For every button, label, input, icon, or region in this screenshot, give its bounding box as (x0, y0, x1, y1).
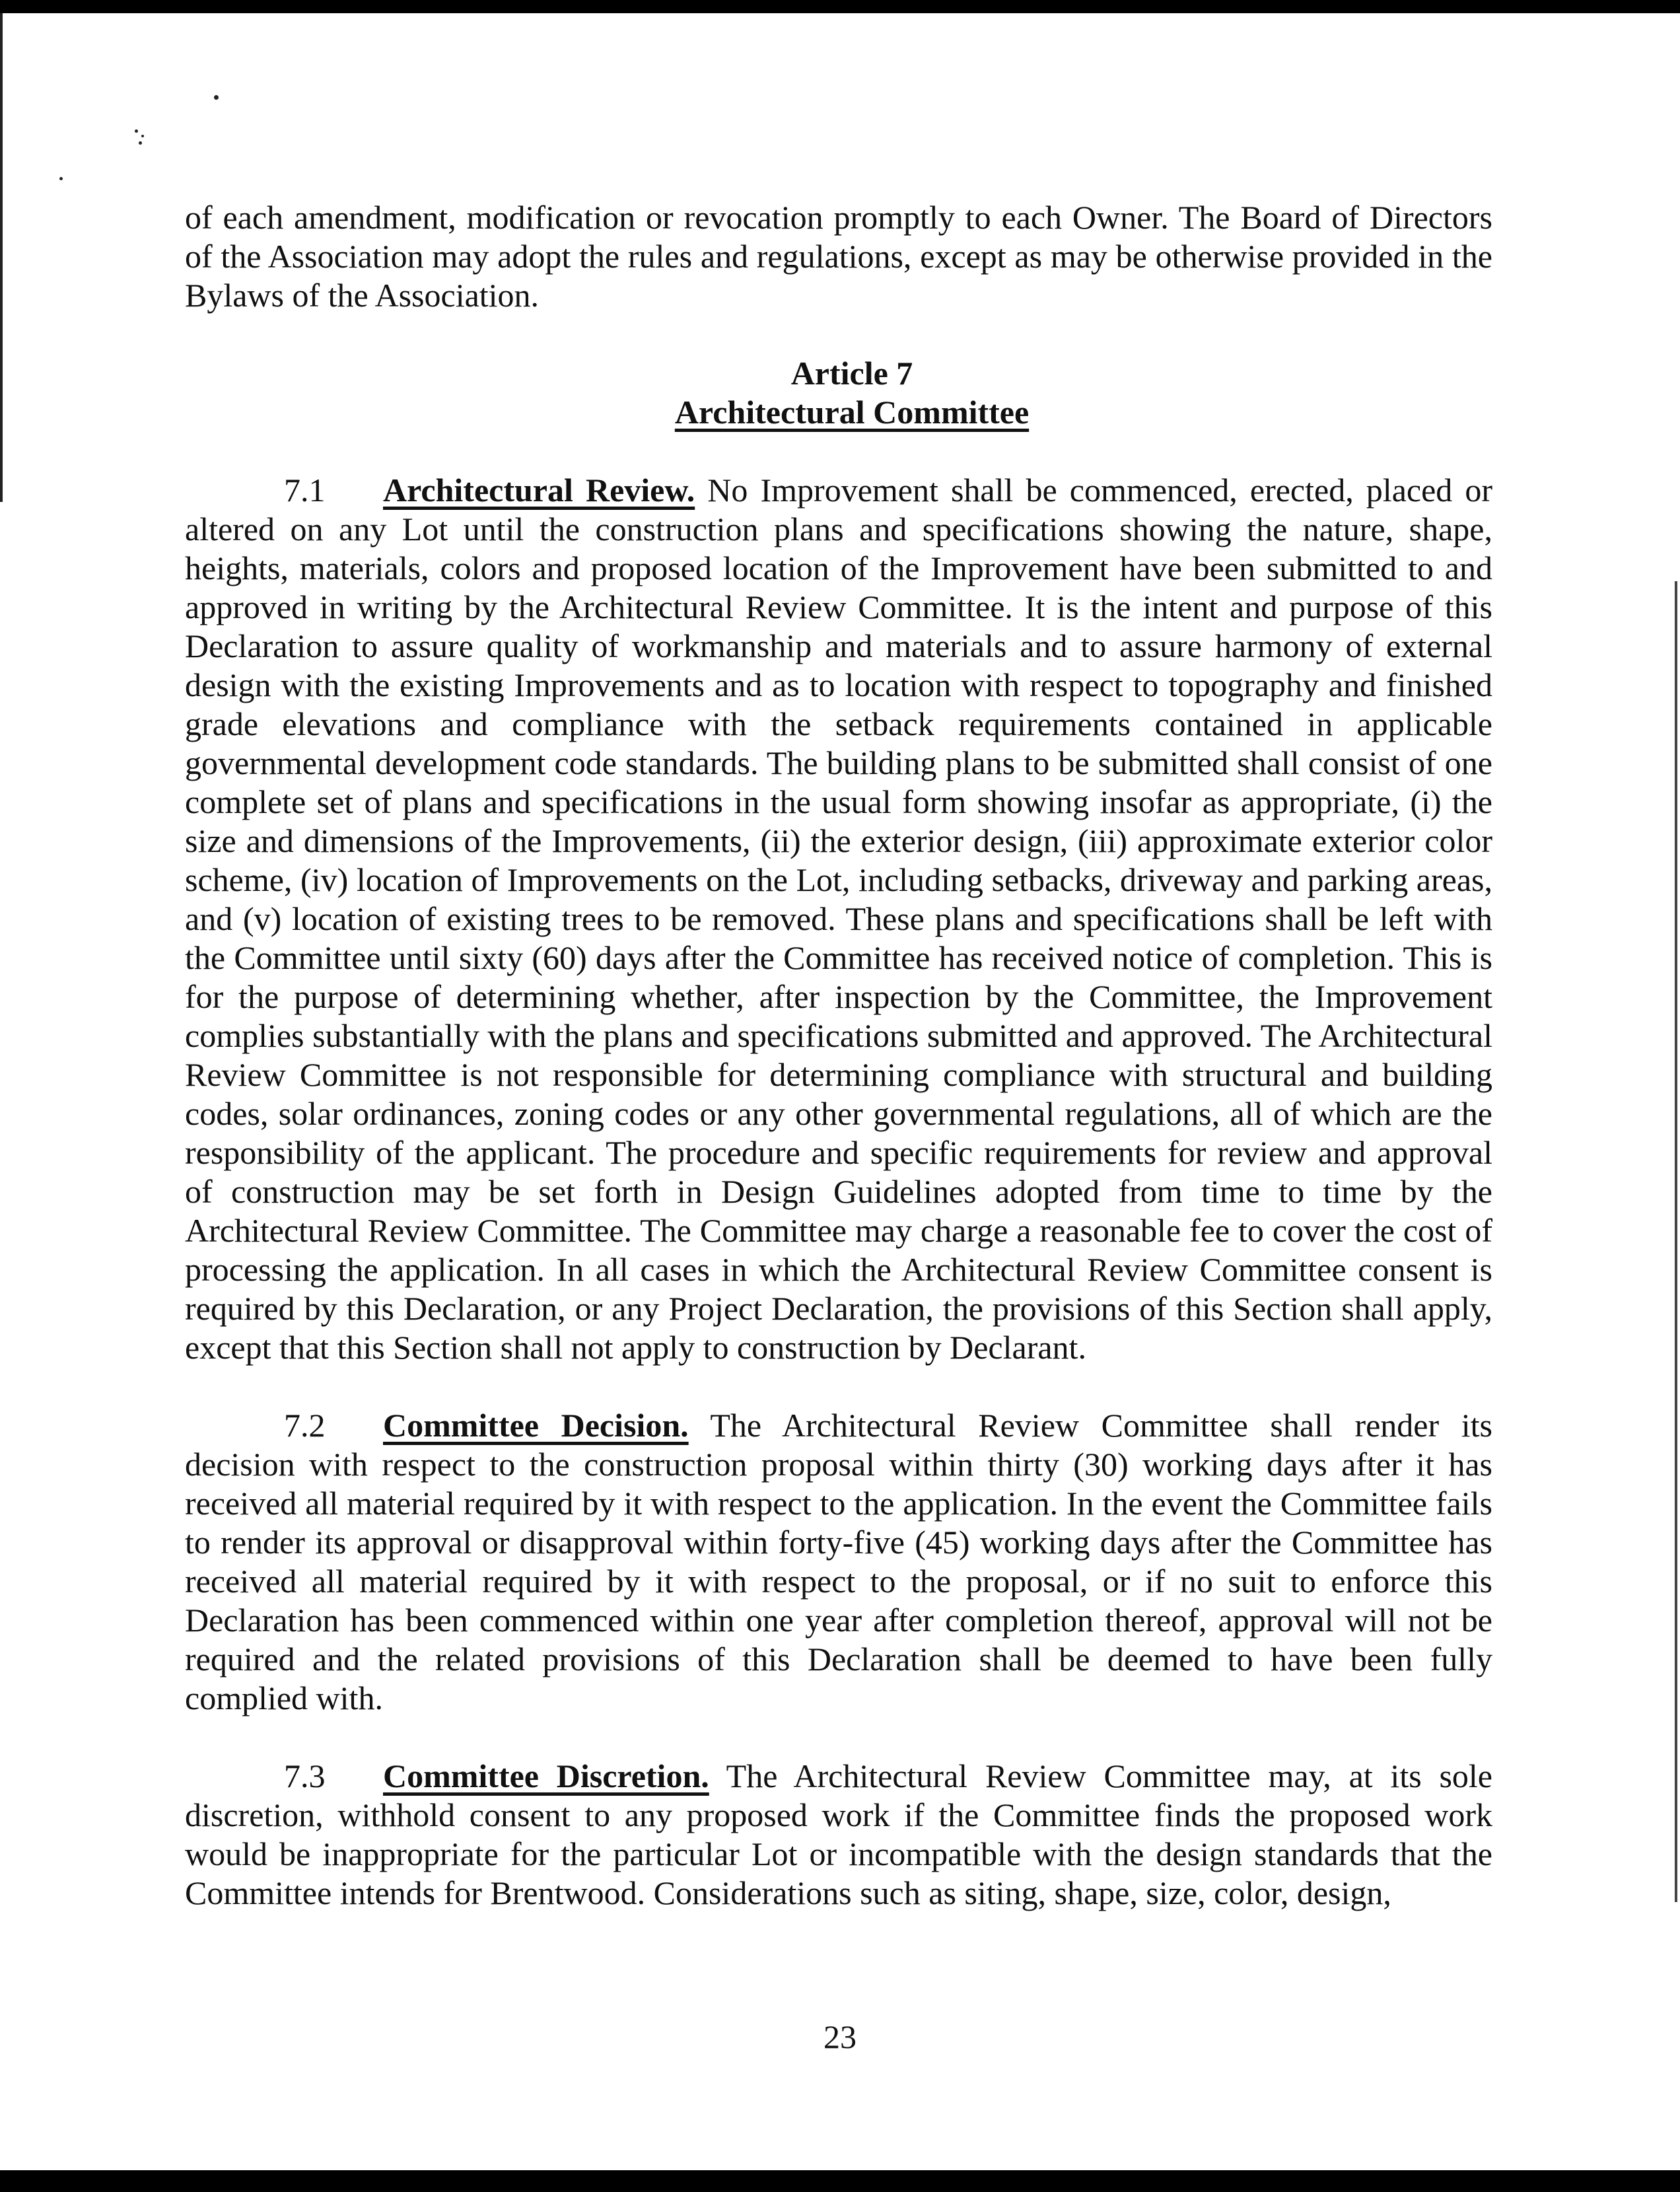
section-body: The Architectural Review Committee may, at its sole discretion, withhold consent to any proposed work if the Committee finds the proposed work would be inappropriate for the particular Lot or incompatible with the design standards that the Committee intends for Brentwood. Considerations such as siting, shape, size, color, design, (185, 1757, 1493, 1911)
section-7-2 (185, 1406, 1492, 1718)
scan-border-top (0, 0, 1680, 13)
section-number: 7.2 (284, 1407, 326, 1444)
scan-speck (139, 141, 142, 145)
section-number: 7.3 (284, 1757, 326, 1794)
intro-paragraph: of each amendment, modification or revocation promptly to each Owner. The Board of Directors of the Association may adopt the rules and regulations, except as may be otherwise provided in the Bylaws of the Association. (185, 199, 1492, 314)
section-7-3 (185, 1757, 1492, 1913)
section-title: Architectural Review. (383, 472, 695, 509)
section-title: Committee Decision. (383, 1407, 689, 1444)
scan-border-bottom (0, 2170, 1680, 2192)
scan-edge-left (0, 13, 3, 502)
article-number: Article 7 (790, 355, 913, 392)
scan-speck (59, 177, 63, 180)
scan-speck (214, 95, 219, 100)
section-body: The Architectural Review Committee shall render its decision with respect to the construction proposal within thirty (30) working days after it has received all material required by it with respect to the application. In the event the Committee fails to render its approval or disapproval within forty-five (45) working days after the Committee has received all material required by it with respect to the proposal, or if no suit to enforce this Declaration has been commenced within one year after completion thereof, approval will not be required and the related provisions of this Declaration shall be deemed to have been fully complied with. (185, 1407, 1492, 1716)
scan-speck (141, 135, 144, 137)
section-body: No Improvement shall be commenced, erected, placed or altered on any Lot until the construction plans and specifications showing the nature, shape, heights, materials, colors and proposed location of the Improvement have been submitted to and approved in writing by the Architectural Review Committee. It is the intent and purpose of this Declaration to assure quality of workmanship and materials and to assure harmony of external design with the existing Improvements and as to location with respect to topography and finished grade elevations and compliance with the setback requirements contained in applicable governmental development code standards. The building plans to be submitted shall consist of one complete set of plans and specifications in the usual form showing insofar as appropriate, (i) the size and dimensions of the Improvements, (ii) the exterior design, (iii) approximate exterior color scheme, (iv) location of Improvements on the Lot, including setbacks, driveway and parking areas, and (v) location of existing trees to be removed. These plans and specifications shall be left with the Committee until sixty (60) days after the Committee has received notice of completion. This is for the purpose of determining whether, after inspection by the Committee, the Improvement complies substantially with the plans and specifications submitted and approved. The Architectural Review Committee is not responsible for determining compliance with structural and building codes, solar ordinances, zoning codes or any other governmental regulations, all of which are the responsibility of the applicant. The procedure and specific requirements for review and approval of construction may be set forth in Design Guidelines adopted from time to time by the Architectural Review Committee. The Committee may charge a reasonable fee to cover the cost of processing the application. In all cases in which the Architectural Review Committee consent is required by this Declaration, or any Project Declaration, the provisions of this Section shall apply, except that this Section shall not apply to construction by Declarant. (185, 472, 1493, 1366)
document-page (185, 198, 1492, 1952)
section-7-1 (185, 471, 1492, 1367)
scan-speck (135, 129, 138, 133)
scan-edge-right (1675, 581, 1677, 1902)
section-number: 7.1 (284, 472, 326, 509)
article-title: Architectural Committee (674, 394, 1030, 431)
section-title: Committee Discretion. (383, 1757, 709, 1794)
page-number: 23 (823, 2018, 857, 2055)
